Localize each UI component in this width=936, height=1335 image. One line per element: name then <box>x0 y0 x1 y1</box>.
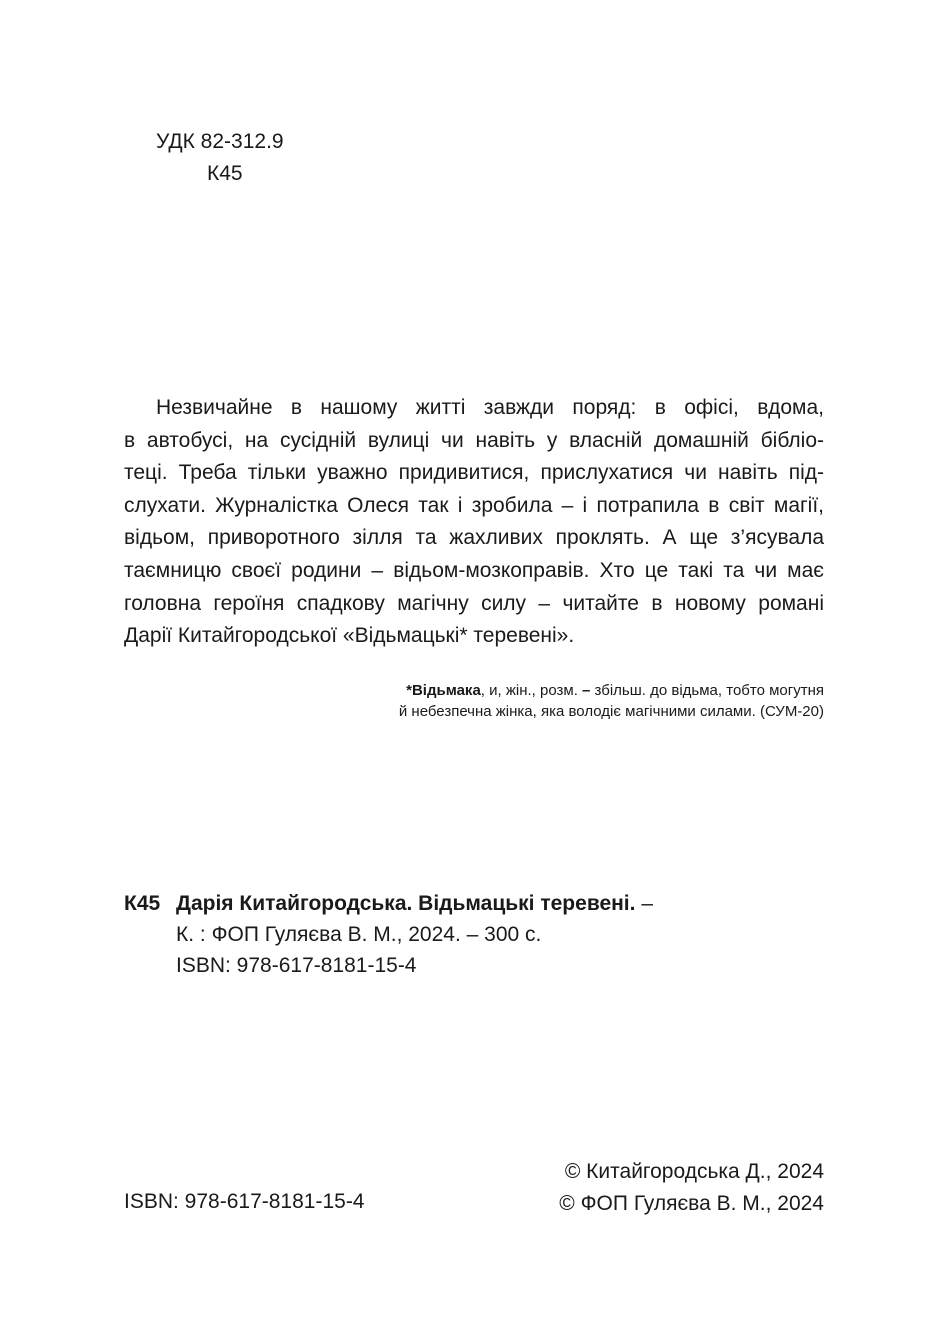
footnote-dash: – <box>577 682 595 699</box>
annotation-line: в автобусі, на сусідній вулиці чи навіть у власній домашній бібліо- <box>124 428 824 452</box>
udk-code: УДК 82-312.9 <box>156 130 284 153</box>
footnote-line-1 <box>399 680 824 701</box>
annotation-line: головна героїня спадкову магічну силу – читайте в новому романі <box>124 591 824 615</box>
biblio-title-line <box>124 888 653 919</box>
biblio-isbn: ISBN: 978-617-8181-15-4 <box>176 954 417 977</box>
footnote-definition: збільш. до відьма, тобто могутня <box>594 682 824 699</box>
annotation-line: слухати. Журналістка Олеся так і зробила – і потрапила в світ магії, <box>124 493 824 517</box>
copyright-author: © Китайгородська Д., 2024 <box>564 1160 824 1183</box>
footnote <box>399 680 824 722</box>
annotation <box>124 392 824 653</box>
annotation-line: відьом, приворотного зілля та жахливих проклять. А ще з’ясувала <box>124 526 824 550</box>
biblio-imprint: К. : ФОП Гуляєва В. М., 2024. – 300 с. <box>176 923 542 946</box>
biblio-title-suffix: – <box>635 892 653 915</box>
annotation-line: теці. Треба тільки уважно придивитися, прислухатися чи навіть під- <box>124 461 824 485</box>
annotation-line: Незвичайне в нашому житті завжди поряд: в офісі, вдома, <box>156 396 824 419</box>
annotation-line: Дарії Китайгородської «Відьмацькі* теревені». <box>124 624 575 648</box>
biblio-code: К45 <box>124 892 161 915</box>
biblio-title: Дарія Китайгородська. Відьмацькі теревені. <box>176 892 636 915</box>
author-sign: К45 <box>207 162 243 185</box>
bibliographic-record <box>124 888 653 981</box>
footnote-grammar: , и, жін., розм. <box>480 682 578 699</box>
copyright-block <box>559 1156 824 1220</box>
annotation-line: таємницю своєї родини – відьом-мозкоправів. Хто це такі та чи має <box>124 558 824 582</box>
isbn: ISBN: 978-617-8181-15-4 <box>124 1190 365 1213</box>
copyright-publisher: © ФОП Гуляєва В. М., 2024 <box>559 1192 824 1215</box>
footnote-line-2: й небезпечна жінка, яка володіє магічними силами. (СУМ-20) <box>398 703 824 720</box>
footnote-term: *Відьмака <box>406 682 481 699</box>
